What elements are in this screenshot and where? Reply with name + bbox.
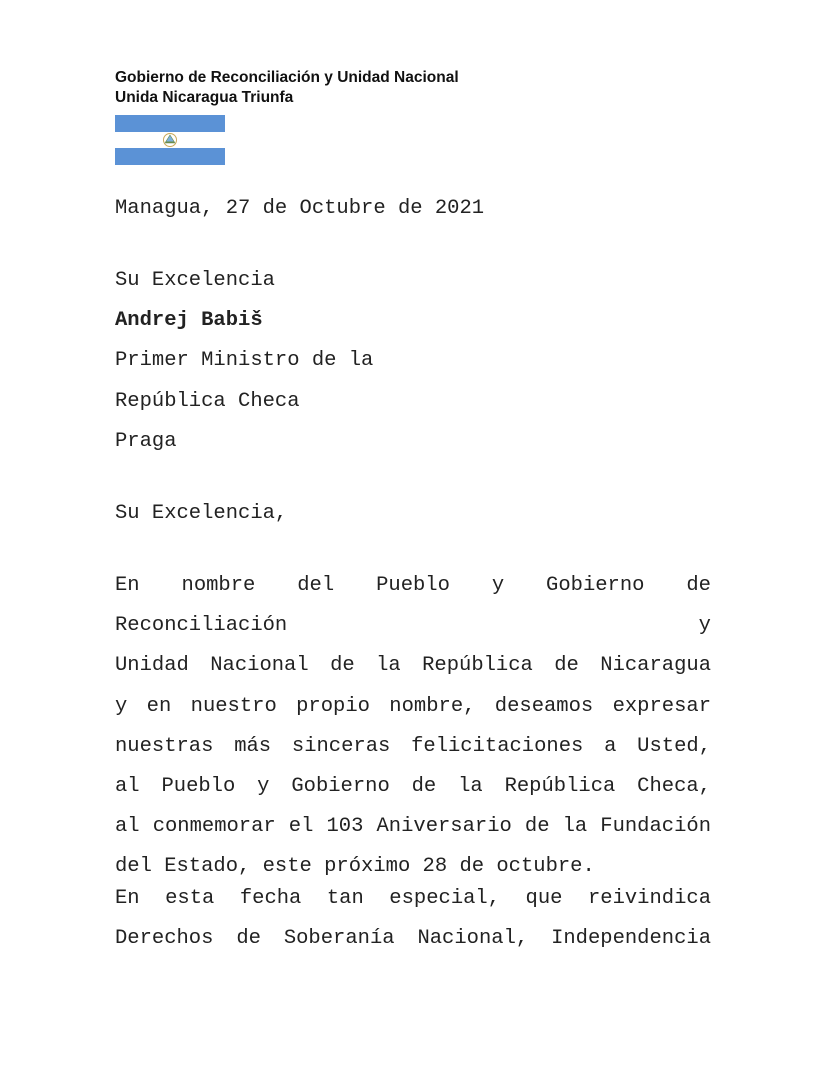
paragraph-line: del Estado, este próximo 28 de octubre. [115,855,595,879]
body-paragraph-1 [115,566,711,888]
letterhead-government-name: Gobierno de Reconciliación y Unidad Nacional [115,69,459,86]
letter-greeting: Su Excelencia, [115,502,288,525]
letterhead-slogan: Unida Nicaragua Triunfa [115,89,294,106]
paragraph-line: nuestras más sinceras felicitaciones a Usted, [115,734,711,758]
paragraph-line: En esta fecha tan especial, que reivindica [115,887,711,910]
recipient-name: Andrej Babiš [115,309,263,332]
recipient-salutation: Su Excelencia [115,269,275,292]
recipient-city: Praga [115,430,177,453]
paragraph-line: Derechos de Soberanía Nacional, Independencia [115,927,711,951]
body-paragraph-2 [115,879,711,959]
paragraph-line: Unidad Nacional de la República de Nicaragua [115,654,711,678]
recipient-title-line1: Primer Ministro de la [115,349,374,372]
letter-date: Managua, 27 de Octubre de 2021 [115,197,485,220]
paragraph-line: al conmemorar el 103 Aniversario de la Fundación [115,815,711,839]
recipient-title-line2: República Checa [115,390,300,413]
letterhead [115,68,459,108]
paragraph-line: y en nuestro propio nombre, deseamos expresar [115,694,711,718]
nicaragua-flag-icon [115,115,225,165]
paragraph-line: al Pueblo y Gobierno de la República Checa, [115,775,711,799]
paragraph-line: En nombre del Pueblo y Gobierno de Reconciliación y [115,574,711,638]
